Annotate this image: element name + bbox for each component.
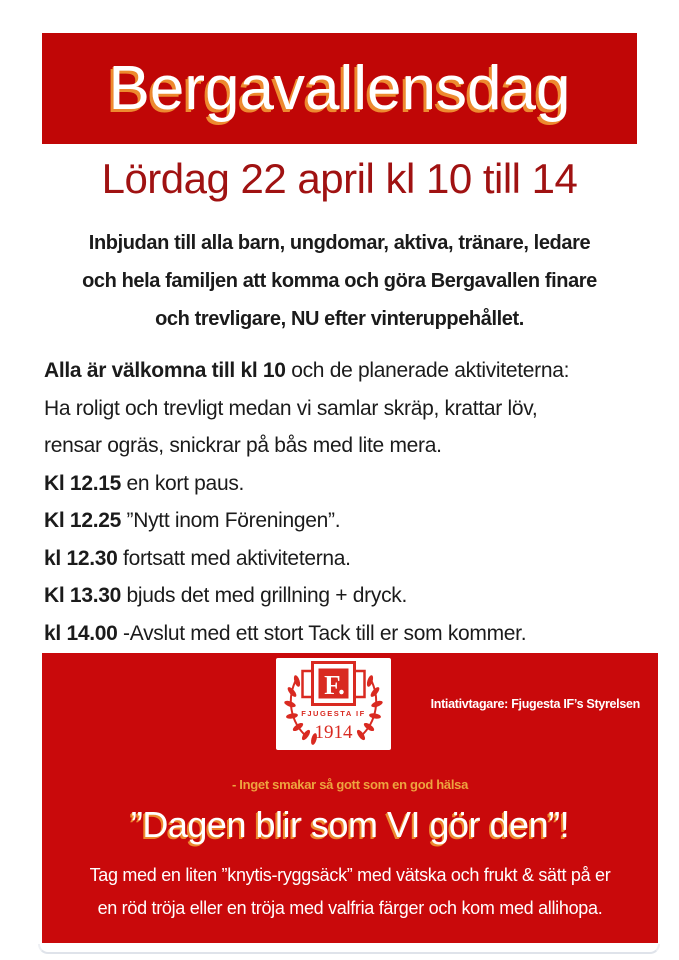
schedule-text: bjuds det med grillning + dryck. [126, 584, 408, 607]
schedule-time: kl 14.00 [44, 621, 118, 645]
schedule-text: fortsatt med aktiviteterna. [123, 546, 351, 570]
health-tagline: - Inget smakar så gott som en god hälsa [231, 777, 469, 792]
event-date: Lördag 22 april kl 10 till 14 [101, 155, 578, 202]
invitation-line: och hela familjen att komma och göra Bergavallen finare [82, 270, 597, 292]
logo-initial: F. [324, 670, 345, 700]
welcome-line [44, 352, 644, 390]
invitation-line: och trevligare, NU efter vinteruppehållet. [155, 308, 524, 330]
schedule-item [44, 615, 644, 653]
schedule-item [44, 577, 644, 615]
schedule-time: Kl 12.25 [44, 509, 121, 532]
invitation-line: Inbjudan till alla barn, ungdomar, aktiva, tränare, ledare [88, 232, 591, 254]
welcome-lead: Alla är välkomna till kl 10 [44, 359, 286, 382]
bring-instructions [42, 859, 658, 925]
footer-banner [42, 653, 658, 943]
title-banner [42, 33, 637, 144]
schedule-text: en kort paus. [126, 471, 245, 495]
schedule-time: Kl 13.30 [44, 584, 121, 607]
welcome-rest: och de planerade aktiviteterna: [285, 359, 570, 382]
fjugesta-if-logo [276, 658, 391, 750]
program-text [44, 352, 644, 652]
initiator-credit: Intiativtagare: Fjugesta IF’s Styrelsen [430, 697, 640, 711]
logo-year: 1914 [314, 722, 353, 743]
schedule-time: Kl 12.15 [44, 471, 121, 495]
bring-line: en röd tröja eller en tröja med valfria färger och kom med allihopa. [97, 898, 603, 918]
motto-quote: ”Dagen blir som VI gör den”! [130, 804, 570, 845]
schedule-text: -Avslut med ett stort Tack till er som kommer. [123, 621, 527, 645]
schedule-text: ”Nytt inom Föreningen”. [126, 509, 341, 532]
invitation-paragraph [0, 224, 679, 338]
logo-club-name: FJUGESTA IF [301, 709, 366, 718]
schedule-time: kl 12.30 [44, 546, 118, 570]
page-title: Bergavallensdag [108, 53, 571, 123]
schedule-item [44, 502, 644, 540]
placeholder-outline [38, 944, 660, 954]
club-crest-icon [276, 658, 391, 750]
bring-line: Tag med en liten ”knytis-ryggsäck” med vätska och frukt & sätt på er [89, 865, 611, 885]
schedule-item [44, 540, 644, 578]
activities-line: rensar ogräs, snickrar på bås med lite mera. [44, 434, 442, 457]
schedule-item [44, 465, 644, 503]
activities-line: Ha roligt och trevligt medan vi samlar skräp, krattar löv, [44, 396, 538, 420]
